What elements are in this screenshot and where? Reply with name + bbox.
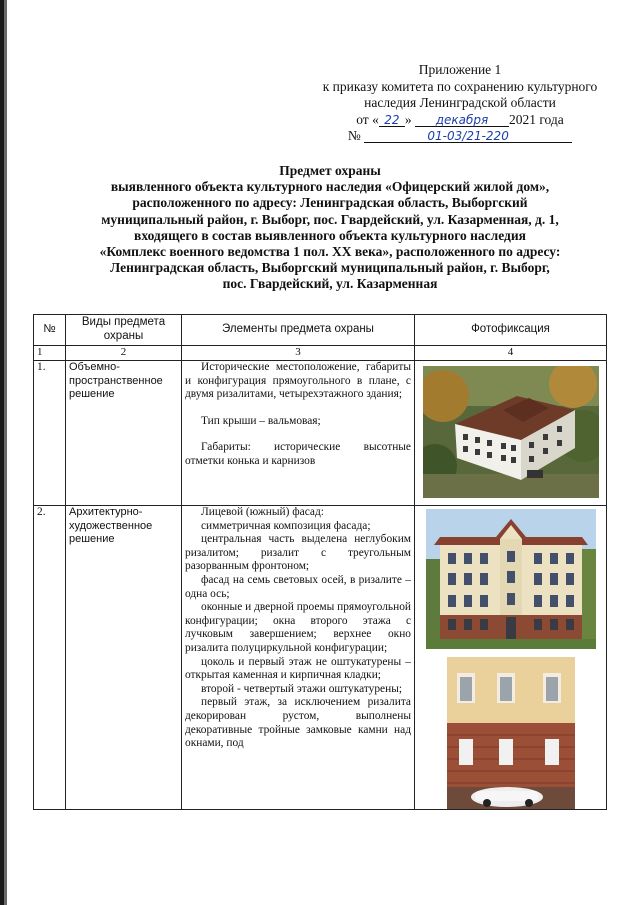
number-prefix: № [347, 128, 361, 143]
col-header-photo: Фотофиксация [415, 315, 607, 346]
element-text: центральная часть выделена неглубоким ризалитом; ризалит с треугольным разорванным фронтоном; [185, 533, 411, 573]
table-header-row [34, 315, 607, 346]
row-type: Архитектурно-художественное решение [66, 506, 182, 810]
south-facade-photo [426, 509, 596, 649]
element-text: Лицевой (южный) фасад: [201, 506, 324, 518]
element-text: фасад на семь световых осей, в ризалите – одна ось; [185, 573, 411, 600]
element-text: второй - четвертый этажи оштукатурены; [201, 682, 403, 695]
row-type: Объемно-пространственное решение [66, 361, 182, 506]
index-cell: 4 [415, 346, 607, 361]
appendix-header [300, 62, 620, 145]
appendix-title: Приложение 1 [418, 62, 502, 77]
appendix-committee-line: наследия Ленинградской области [364, 95, 556, 110]
date-month-field [415, 112, 509, 127]
index-cell: 2 [66, 346, 182, 361]
col-header-type: Виды предмета охраны [66, 315, 182, 346]
number-field [364, 128, 572, 143]
col-header-number: № [34, 315, 66, 346]
appendix-date-line [300, 112, 620, 129]
title-line: пос. Гвардейский, ул. Казарменная [222, 276, 438, 292]
row-elements [182, 506, 415, 810]
element-text: первый этаж, за исключением ризалита декорирован рустом, выполнены декоративные тройные замковые камни над окнами, под [185, 696, 411, 750]
row-photo-cell [415, 361, 607, 506]
element-text: оконные и дверной проемы прямоугольной конфигурации; окна второго этажа с лучковым завершением; верхнее окно ризалита полуциркульной конфигурации; [185, 601, 411, 654]
row-elements [182, 361, 415, 506]
table-row [34, 506, 607, 810]
col-header-elements: Элементы предмета охраны [182, 315, 415, 346]
index-cell: 1 [34, 346, 66, 361]
protection-subject-table [33, 314, 607, 810]
row-number: 2. [34, 506, 66, 810]
title-line: «Комплекс военного ведомства 1 пол. XX века», расположенного по адресу: [99, 244, 561, 260]
aerial-building-photo [423, 366, 599, 498]
date-year: 2021 года [508, 111, 564, 127]
date-day-handwritten: 22 [384, 112, 400, 127]
element-text: цоколь и первый этаж не оштукатурены – открытая каменная и кирпичная кладки; [185, 655, 411, 682]
date-day-field [379, 112, 405, 127]
row-number: 1. [34, 361, 66, 506]
title-line: расположенного по адресу: Ленинградская область, Выборгский [132, 195, 528, 211]
table-index-row [34, 346, 607, 361]
title-line: Ленинградская область, Выборгский муниципальный район, г. Выборг, [110, 260, 550, 276]
title-line: входящего в состав выявленного объекта культурного наследия [134, 227, 526, 243]
table-row [34, 361, 607, 506]
element-text: симметричная композиция фасада; [201, 519, 371, 532]
title-line: Предмет охраны [279, 163, 381, 178]
index-cell: 3 [182, 346, 415, 361]
element-text: Тип крыши – вальмовая; [201, 414, 321, 427]
number-handwritten: 01-03/21-220 [427, 129, 509, 143]
facade-detail-photo [447, 657, 575, 809]
element-text: Габариты: исторические высотные отметки конька и карнизов [185, 441, 411, 467]
row-photo-cell [415, 506, 607, 810]
date-prefix: от « [356, 111, 379, 127]
title-line: муниципальный район, г. Выборг, пос. Гвардейский, ул. Казарменная, д. 1, [101, 211, 559, 227]
element-text: Исторические местоположение, габариты и конфигурация прямоугольного в плане, с двумя ризалитами, четырехэтажного здания; [185, 361, 411, 401]
appendix-number-line [300, 128, 620, 145]
date-month-handwritten: декабря [435, 112, 489, 127]
appendix-order-line: к приказу комитета по сохранению культурного [322, 78, 598, 94]
scan-edge-shadow [4, 0, 7, 905]
date-day-close: » [404, 111, 412, 127]
document-title [60, 163, 600, 293]
title-line: выявленного объекта культурного наследия «Офицерский жилой дом», [110, 179, 550, 195]
